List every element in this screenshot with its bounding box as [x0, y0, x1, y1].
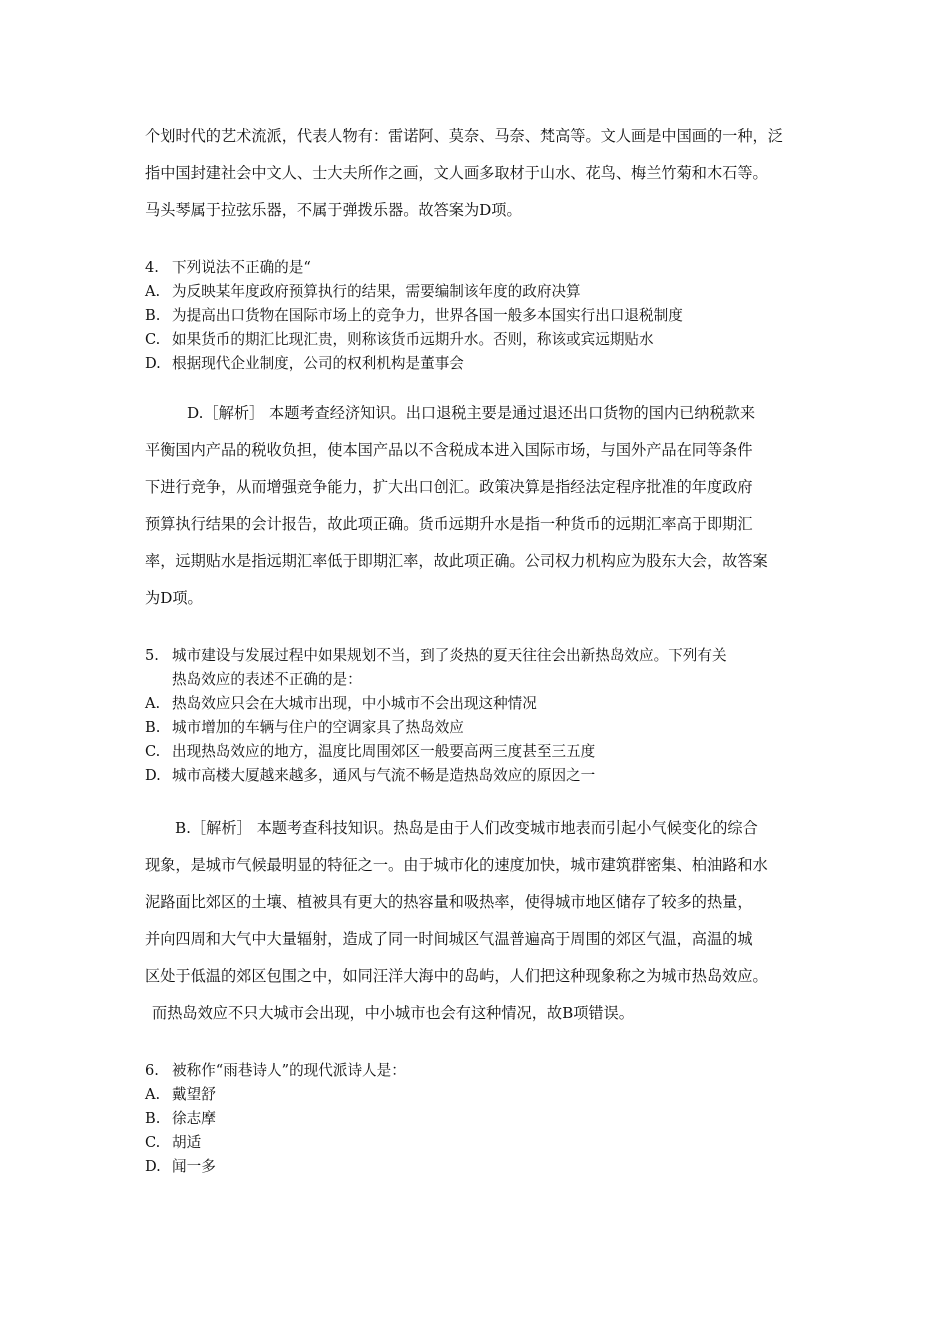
explanation-line: 而热岛效应不只大城市会出现，中小城市也会有这种情况，故B项错误。	[152, 1004, 634, 1022]
question-number: 6.	[145, 1062, 159, 1079]
explanation-line: 率，远期贴水是指远期汇率低于即期汇率，故此项正确。公司权力机构应为股东大会，故答案	[145, 552, 768, 570]
explanation-line: 平衡国内产品的税收负担，使本国产品以不含税成本进入国际市场，与国外产品在同等条件	[145, 441, 753, 459]
option-text: 戴望舒	[172, 1086, 216, 1103]
question-stem	[145, 1061, 406, 1081]
option-label: C.	[145, 331, 161, 348]
option-a	[145, 282, 581, 302]
explanation-line: 并向四周和大气中大量辐射，造成了同一时间城区气温普遍高于周围的郊区气温，高温的城	[145, 930, 753, 948]
option-b	[145, 306, 683, 326]
option-label: D.	[145, 767, 161, 784]
explanation-line: B.［解析］ 本题考查科技知识。热岛是由于人们改变城市地表而引起小气候变化的综合	[175, 819, 758, 837]
option-label: A.	[145, 695, 161, 712]
paragraph-line: 指中国封建社会中文人、士大夫所作之画，文人画多取材于山水、花鸟、梅兰竹菊和木石等。	[145, 164, 768, 182]
option-text: 城市增加的车辆与住户的空调家具了热岛效应	[172, 719, 464, 736]
option-label: B.	[145, 719, 161, 736]
explanation-line: 为D项。	[145, 589, 203, 607]
paragraph-line: 个划时代的艺术流派，代表人物有：雷诺阿、莫奈、马奈、梵高等。文人画是中国画的一种，泛	[145, 127, 783, 145]
question-text: 被称作“雨巷诗人”的现代派诗人是：	[172, 1062, 406, 1079]
question-number: 5.	[145, 647, 159, 664]
option-label: A.	[145, 283, 161, 300]
question-stem-continued: 热岛效应的表述不正确的是：	[172, 671, 362, 688]
option-label: C.	[145, 1134, 161, 1151]
question-stem	[145, 258, 311, 278]
option-text: 胡适	[172, 1134, 202, 1151]
option-text: 为提高出口货物在国际市场上的竞争力，世界各国一般多本国实行出口退税制度	[172, 307, 683, 324]
option-a	[145, 694, 537, 714]
option-text: 出现热岛效应的地方，温度比周围郊区一般要高两三度甚至三五度	[172, 743, 596, 760]
explanation-line: D.［解析］ 本题考查经济知识。出口退税主要是通过退还出口货物的国内已纳税款来	[187, 404, 756, 422]
option-d	[145, 1157, 216, 1177]
option-label: B.	[145, 307, 161, 324]
question-stem	[145, 646, 727, 666]
option-d	[145, 766, 595, 786]
option-c	[145, 330, 654, 350]
option-text: 如果货币的期汇比现汇贵，则称该货币远期升水。否则，称该或宾远期贴水	[172, 331, 654, 348]
option-text: 根据现代企业制度，公司的权利机构是董事会	[172, 355, 464, 372]
option-b	[145, 718, 464, 738]
option-b	[145, 1109, 216, 1129]
option-text: 城市高楼大厦越来越多，通风与气流不畅是造热岛效应的原因之一	[172, 767, 596, 784]
option-label: D.	[145, 1158, 161, 1175]
explanation-line: 泥路面比郊区的土壤、植被具有更大的热容量和吸热率，使得城市地区储存了较多的热量，	[145, 893, 753, 911]
option-label: B.	[145, 1110, 161, 1127]
option-text: 为反映某年度政府预算执行的结果，需要编制该年度的政府决算	[172, 283, 581, 300]
option-text: 热岛效应只会在大城市出现，中小城市不会出现这种情况	[172, 695, 537, 712]
paragraph-line: 马头琴属于拉弦乐器，不属于弹拨乐器。故答案为D项。	[145, 201, 522, 219]
option-text: 闻一多	[172, 1158, 216, 1175]
option-text: 徐志摩	[172, 1110, 216, 1127]
question-text: 下列说法不正确的是“	[172, 259, 311, 276]
explanation-line: 下进行竞争，从而增强竞争能力，扩大出口创汇。政策决算是指经法定程序批准的年度政府	[145, 478, 753, 496]
explanation-line: 现象，是城市气候最明显的特征之一。由于城市化的速度加快，城市建筑群密集、柏油路和水	[145, 856, 768, 874]
option-label: C.	[145, 743, 161, 760]
explanation-line: 预算执行结果的会计报告，故此项正确。货币远期升水是指一种货币的远期汇率高于即期汇	[145, 515, 753, 533]
question-number: 4.	[145, 259, 159, 276]
option-c	[145, 1133, 201, 1153]
option-label: D.	[145, 355, 161, 372]
option-d	[145, 354, 464, 374]
option-a	[145, 1085, 216, 1105]
option-c	[145, 742, 595, 762]
option-label: A.	[145, 1086, 161, 1103]
explanation-line: 区处于低温的郊区包围之中，如同汪洋大海中的岛屿，人们把这种现象称之为城市热岛效应。	[145, 967, 768, 985]
question-text: 城市建设与发展过程中如果规划不当，到了炎热的夏天往往会出新热岛效应。下列有关	[172, 647, 727, 664]
